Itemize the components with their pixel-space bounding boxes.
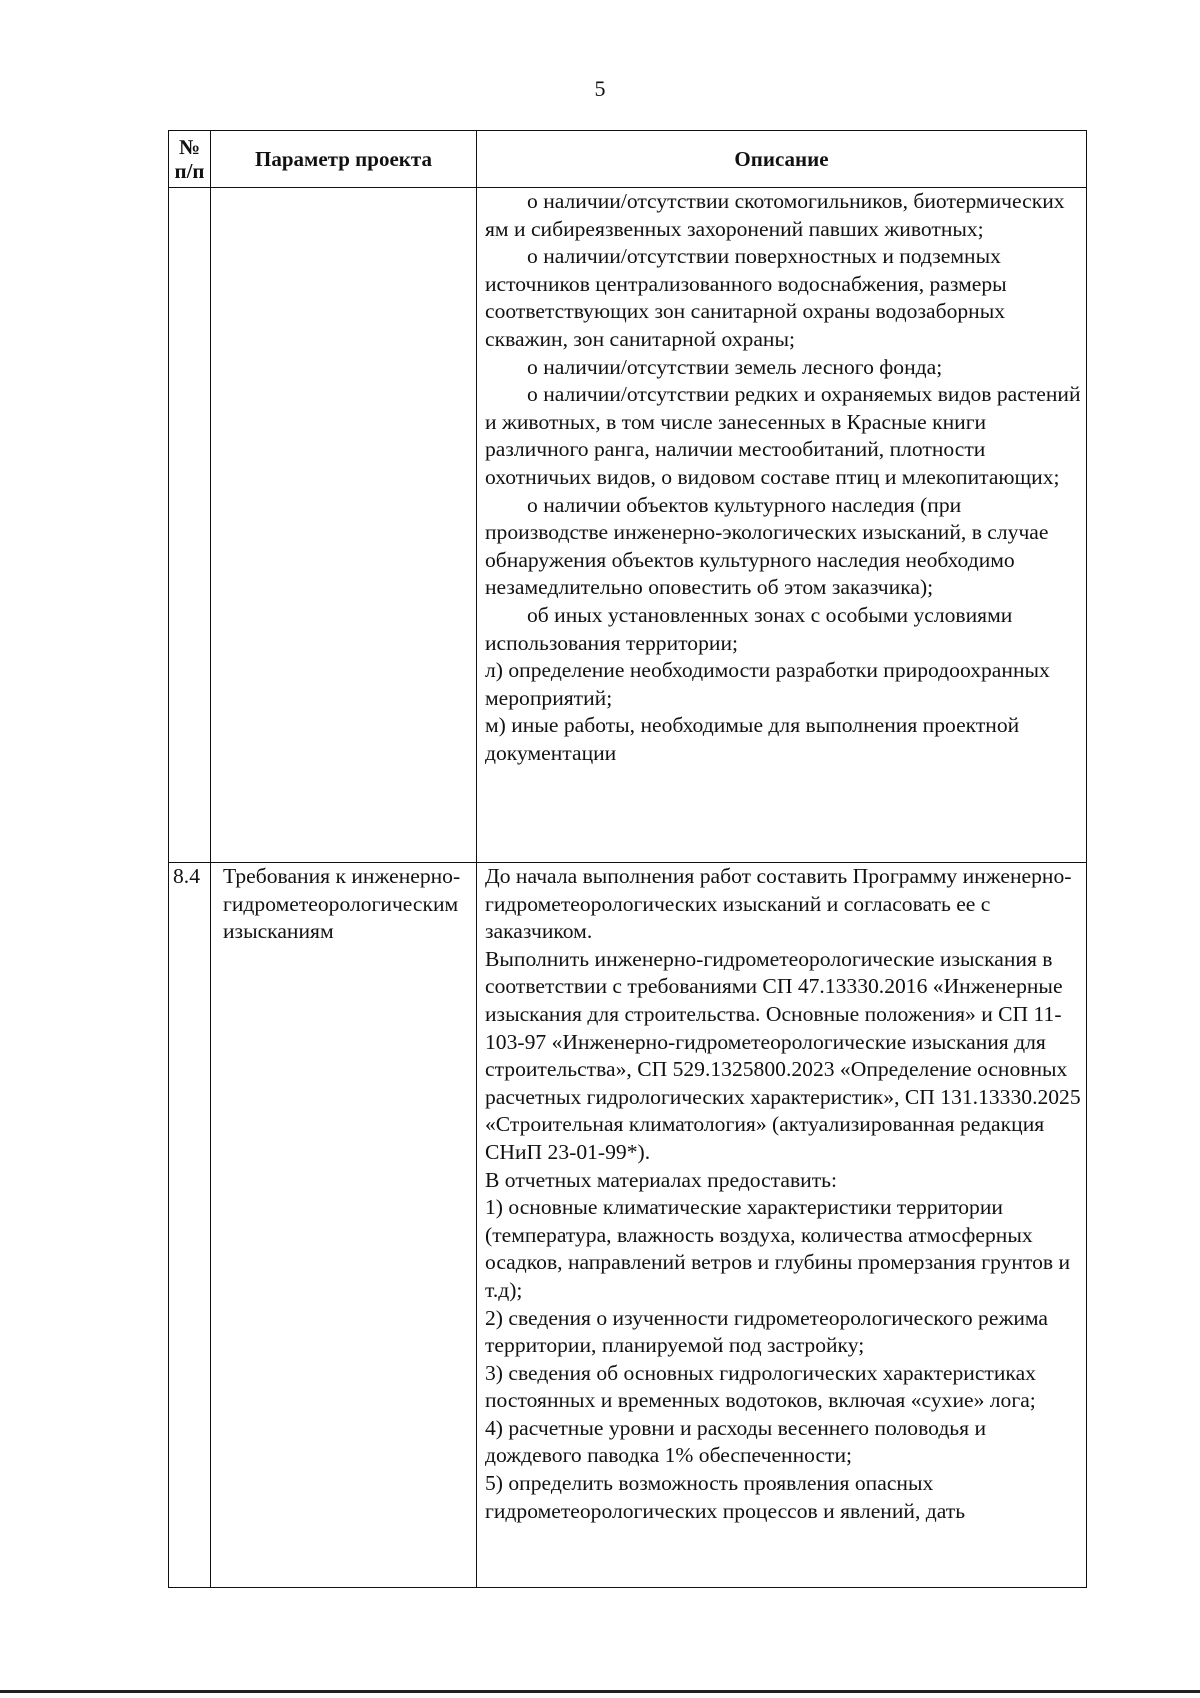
description-paragraph: 3) сведения об основных гидрологических характеристиках постоянных и временных водотоков, включая «сухие» лога; [485,1360,1036,1413]
description-paragraph: л) определение необходимости разработки природоохранных мероприятий; [485,658,1050,710]
description-paragraph: В отчетных материалах предоставить: [485,1167,838,1192]
table-row [169,863,1087,1588]
row-number-cell: 8.4 [169,863,211,1588]
description-paragraph: 5) определить возможность проявления опасных гидрометеорологических процессов и явлений, дать [485,1471,966,1523]
description-paragraph: 1) основные климатические характеристики территории (температура, влажность воздуха, количества атмосферных осадков, направлений ветров и глубины промерзания грунтов и т.д); [485,1195,1071,1302]
column-header-description: Описание [477,131,1087,188]
description-paragraph: о наличии/отсутствии земель лесного фонда; [527,354,943,379]
description-paragraph: о наличии/отсутствии поверхностных и подземных источников централизованного водоснабжения, размеры соответствующих зон санитарной охраны водозаборных скважин, зон санитарной охраны; [485,244,1007,351]
description-paragraph: 2) сведения о изученности гидрометеорологического режима территории, планируемой под застройку; [485,1305,1049,1358]
description-paragraph: о наличии/отсутствии редких и охраняемых видов растений и животных, в том числе занесенных в Красные книги различного ранга, наличии местообитаний, плотности охотничьих видов, о видовом составе птиц и млекопитающих; [485,382,1081,489]
row-number-cell [169,188,211,863]
column-header-number-line2: п/п [174,159,205,183]
description-cell [477,863,1087,1588]
description-paragraph: Выполнить инженерно-гидрометеорологические изыскания в соответствии с требованиями СП 47.13330.2016 «Инженерные изыскания для строительства. Основные положения» и СП 11-103-97 «Инженерно-гидрометеорологические изыскания для строительства», СП 529.1325800.2023 «Определение основных расчетных гидрологических характеристик», СП 131.13330.2025 «Строительная климатология» (актуализированная редакция СНиП 23-01-99*). [485,946,1081,1164]
column-header-number-line1: № [178,135,201,159]
table-header-row [169,131,1087,188]
description-cell [477,188,1087,863]
parameter-cell [211,188,477,863]
table-row [169,188,1087,863]
description-paragraph: До начала выполнения работ составить Программу инженерно-гидрометеорологических изысканий и согласовать ее с заказчиком. [485,864,1072,944]
scan-bottom-edge [0,1690,1200,1693]
column-header-parameter: Параметр проекта [211,131,477,188]
description-paragraph: 4) расчетные уровни и расходы весеннего половодья и дождевого паводка 1% обеспеченности; [485,1415,987,1468]
description-paragraph: о наличии/отсутствии скотомогильников, биотермических ям и сибиреязвенных захоронений павших животных; [485,189,1065,241]
parameter-cell: Требования к инженерно-гидрометеорологическим изысканиям [211,863,477,1588]
description-paragraph: об иных установленных зонах с особыми условиями использования территории; [485,602,1013,655]
project-parameters-table [168,130,1087,1588]
page-number: 5 [594,76,606,101]
description-paragraph: о наличии объектов культурного наследия (при производстве инженерно-экологических изысканий, в случае обнаружения объектов культурного наследия необходимо незамедлительно оповестить об этом заказчика); [485,492,1049,600]
column-header-number [169,131,211,188]
description-paragraph: м) иные работы, необходимые для выполнения проектной документации [485,713,1020,765]
